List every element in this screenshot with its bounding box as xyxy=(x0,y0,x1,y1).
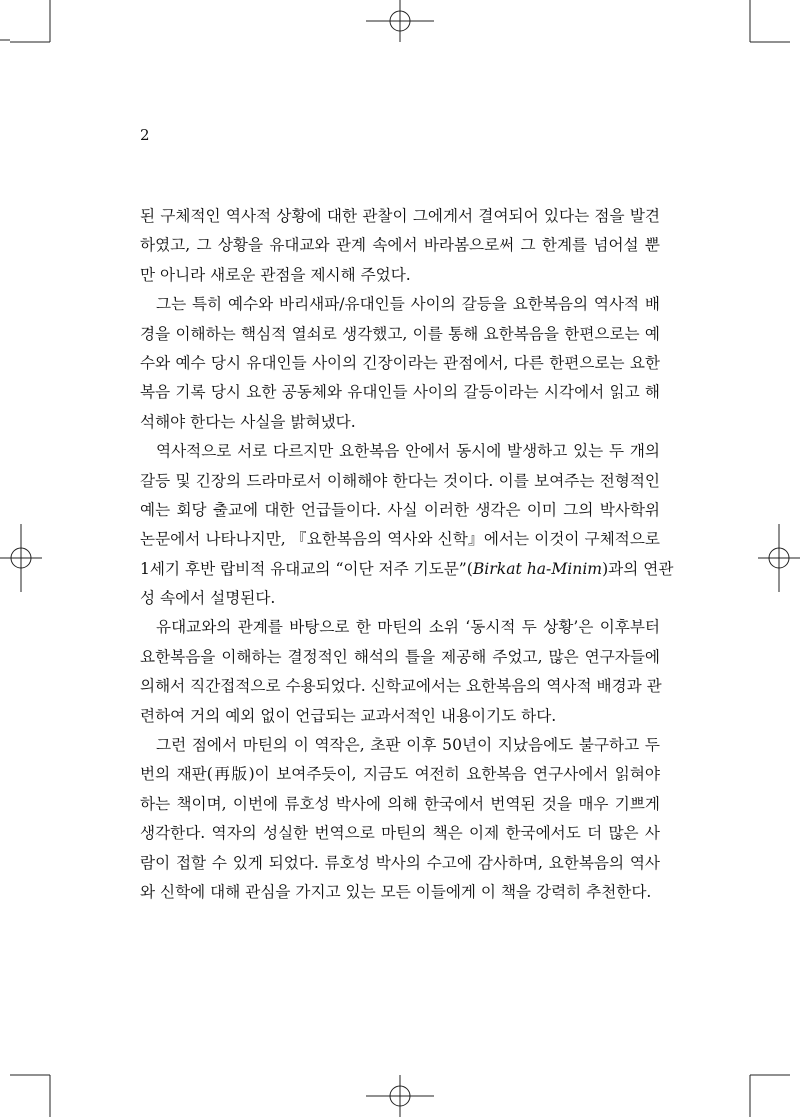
text-line xyxy=(140,320,660,349)
text-line xyxy=(140,702,660,731)
text-line xyxy=(140,408,660,437)
text-line xyxy=(140,584,660,613)
italic-term: Birkat ha-Minim xyxy=(472,559,603,578)
text-segment: 역사적으로 서로 다르지만 요한복음 안에서 동시에 발생하고 있는 두 개의 xyxy=(156,442,660,461)
text-segment: 경을 이해하는 핵심적 열쇠로 생각했고, 이를 통해 요한복음을 한편으로는 예 xyxy=(140,324,660,343)
text-segment: 와 신학에 대해 관심을 가지고 있는 모든 이들에게 이 책을 강력히 추천한다. xyxy=(140,882,652,901)
text-segment: )과의 연관 xyxy=(602,559,674,578)
crop-mark-bottom-left xyxy=(10,1075,50,1117)
text-segment: 만 아니라 새로운 관점을 제시해 주었다. xyxy=(140,265,411,284)
page-number: 2 xyxy=(140,126,150,144)
text-segment: 련하여 거의 예외 없이 언급되는 교과서적인 내용이기도 하다. xyxy=(140,706,557,725)
text-segment: 의해서 직간접적으로 수용되었다. 신학교에서는 요한복음의 역사적 배경과 관 xyxy=(140,677,662,696)
text-line xyxy=(140,555,674,584)
text-segment: 석해야 한다는 사실을 밝혀냈다. xyxy=(140,412,356,431)
text-line xyxy=(140,790,660,819)
text-line xyxy=(140,349,660,378)
text-line xyxy=(140,643,660,672)
text-line xyxy=(140,525,660,554)
text-segment: 성 속에서 설명된다. xyxy=(140,589,276,608)
text-segment: 갈등 및 긴장의 드라마로서 이해해야 한다는 것이다. 이를 보여주는 전형적인 xyxy=(140,471,660,490)
paragraph xyxy=(140,613,660,731)
paragraph xyxy=(140,731,660,907)
registration-mark-top xyxy=(366,0,434,42)
text-line xyxy=(140,849,660,878)
paragraph xyxy=(140,202,660,290)
text-segment: 복음 기록 당시 요한 공동체와 유대인들 사이의 갈등이라는 시각에서 읽고 해 xyxy=(140,383,660,402)
text-line xyxy=(140,496,660,525)
text-segment: 논문에서 나타나지만, 『요한복음의 역사와 신학』에서는 이것이 구체적으로 xyxy=(140,530,660,549)
text-segment: 람이 접할 수 있게 되었다. 류호성 박사의 수고에 감사하며, 요한복음의 역사 xyxy=(140,853,660,872)
text-segment: 그는 특히 예수와 바리새파/유대인들 사이의 갈등을 요한복음의 역사적 배 xyxy=(156,295,660,314)
text-line xyxy=(140,878,660,907)
crop-mark-top-right xyxy=(750,0,790,42)
text-line xyxy=(140,672,660,701)
paragraph xyxy=(140,437,674,613)
text-line xyxy=(140,731,660,760)
text-segment: 하는 책이며, 이번에 류호성 박사에 의해 한국에서 번역된 것을 매우 기쁘게 xyxy=(140,794,660,813)
text-line xyxy=(140,231,660,260)
text-segment: 요한복음을 이해하는 결정적인 해석의 틀을 제공해 주었고, 많은 연구자들에 xyxy=(140,647,660,666)
text-segment: 예는 회당 출교에 대한 언급들이다. 사실 이러한 생각은 이미 그의 박사학위 xyxy=(140,500,660,519)
text-line xyxy=(140,437,660,466)
text-line xyxy=(140,819,660,848)
text-segment: 유대교와의 관계를 바탕으로 한 마틴의 소위 ‘동시적 두 상황’은 이후부터 xyxy=(156,618,660,637)
text-line xyxy=(140,261,660,290)
text-line xyxy=(140,290,660,319)
text-segment: 번의 재판(再版)이 보여주듯이, 지금도 여전히 요한복음 연구사에서 읽혀야 xyxy=(140,765,660,784)
registration-mark-left xyxy=(0,524,42,592)
text-line xyxy=(140,613,660,642)
crop-mark-bottom-right xyxy=(750,1075,790,1117)
text-segment: 1세기 후반 랍비적 유대교의 “이단 저주 기도문”( xyxy=(140,559,473,578)
text-segment: 수와 예수 당시 유대인들 사이의 긴장이라는 관점에서, 다른 한편으로는 요한 xyxy=(140,353,660,372)
text-segment: 된 구체적인 역사적 상황에 대한 관찰이 그에게서 결여되어 있다는 점을 발견 xyxy=(140,207,660,225)
crop-mark-top-left xyxy=(0,0,50,42)
text-line xyxy=(140,202,660,231)
registration-mark-bottom xyxy=(366,1075,434,1117)
body-text xyxy=(140,202,674,907)
text-line xyxy=(140,760,660,789)
registration-mark-right xyxy=(758,524,800,592)
paragraph xyxy=(140,290,660,437)
text-line xyxy=(140,378,660,407)
text-segment: 하였고, 그 상황을 유대교와 관계 속에서 바라봄으로써 그 한계를 넘어설 뿐 xyxy=(140,236,660,255)
text-segment: 생각한다. 역자의 성실한 번역으로 마틴의 책은 이제 한국에서도 더 많은 사 xyxy=(140,824,660,843)
text-line xyxy=(140,467,660,496)
text-segment: 그런 점에서 마틴의 이 역작은, 초판 이후 50년이 지났음에도 불구하고 두 xyxy=(156,736,660,755)
